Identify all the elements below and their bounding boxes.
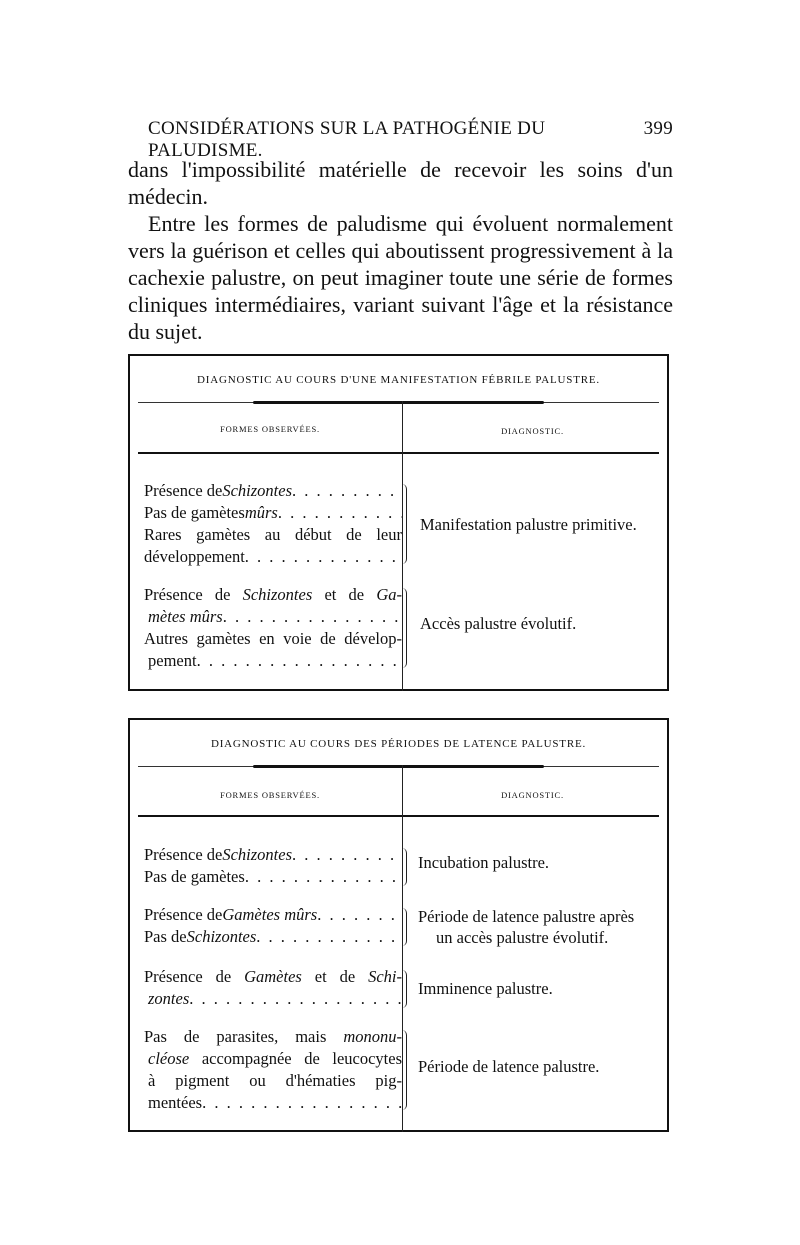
running-title: CONSIDÉRATIONS SUR LA PATHOGÉNIE DU PALUDISME. xyxy=(148,118,546,161)
text: Rares gamètes au début de leur xyxy=(144,525,402,544)
text-italic: mûrs xyxy=(244,503,278,522)
paragraph-1: dans l'impossibilité matérielle de recevoir les soins d'un médecin. xyxy=(128,157,673,209)
leader-dots xyxy=(245,866,402,888)
text: Période de latence palustre après xyxy=(418,907,635,926)
diagnosis-1: Manifestation palustre primitive. xyxy=(420,515,637,534)
text: mentées xyxy=(148,1093,203,1112)
diagnosis-1: Incubation palustre. xyxy=(418,853,550,872)
text: Pas de xyxy=(144,927,187,946)
form-group-2 xyxy=(144,584,402,672)
diagnosis-4: Période de latence palustre. xyxy=(418,1057,600,1076)
text-italic: mètes mûrs xyxy=(148,607,223,626)
text: Présence de xyxy=(144,845,223,864)
form-group-4 xyxy=(144,1026,402,1114)
leader-dots xyxy=(245,546,402,568)
text-italic: Gamètes mûrs xyxy=(222,905,318,924)
text-italic: Schizontes xyxy=(186,927,257,946)
column-header-forms: FORMES OBSERVÉES. xyxy=(220,790,320,800)
text: un accès palustre évolutif. xyxy=(436,928,609,947)
diagnosis-2: Accès palustre évolutif. xyxy=(420,614,577,633)
header-rule xyxy=(138,815,659,817)
leader-dots xyxy=(278,502,402,524)
text: Pas de parasites, mais xyxy=(144,1027,344,1046)
text-italic: Schizontes xyxy=(222,481,293,500)
text-italic: Ga- xyxy=(376,585,402,604)
form-group-2 xyxy=(144,904,402,948)
text: Autres gamètes en voie de dévelop- xyxy=(144,629,402,648)
brace xyxy=(402,484,407,564)
column-header-diagnosis: DIAGNOSTIC. xyxy=(501,426,564,436)
column-header-forms: FORMES OBSERVÉES. xyxy=(220,424,320,434)
text: Présence de xyxy=(144,481,223,500)
leader-dots xyxy=(292,480,402,502)
text: Présence de xyxy=(144,585,243,604)
text-italic: Gamètes xyxy=(244,967,302,986)
text-italic: Schi- xyxy=(368,967,402,986)
form-group-1 xyxy=(144,844,402,888)
ornament-rule xyxy=(138,765,659,768)
ornament-rule xyxy=(138,401,659,404)
text: pement xyxy=(148,651,197,670)
header-rule xyxy=(138,452,659,454)
text: et de xyxy=(312,585,377,604)
leader-dots xyxy=(256,926,402,948)
text: accompagnée de leucocytes xyxy=(189,1049,402,1068)
text: Présence de xyxy=(144,905,223,924)
brace xyxy=(402,848,407,886)
text: Pas de gamètes xyxy=(144,867,245,886)
table-title: DIAGNOSTIC AU COURS D'UNE MANIFESTATION FÉBRILE PALUSTRE. xyxy=(197,374,600,386)
form-group-3 xyxy=(144,966,402,1010)
text: à pigment ou d'hématies pig- xyxy=(148,1071,402,1090)
text-italic: mononu- xyxy=(343,1027,402,1046)
form-group-1 xyxy=(144,480,402,568)
leader-dots xyxy=(317,904,402,926)
text-italic: Schizontes xyxy=(242,585,313,604)
text-italic: zontes xyxy=(148,989,190,1008)
table-latency-diagnosis xyxy=(128,718,669,1132)
text: Pas de gamètes xyxy=(144,503,245,522)
leader-dots xyxy=(292,844,402,866)
brace xyxy=(402,908,407,946)
diagnosis-3: Imminence palustre. xyxy=(418,979,553,998)
table-title: DIAGNOSTIC AU COURS DES PÉRIODES DE LATENCE PALUSTRE. xyxy=(210,738,587,750)
column-header-diagnosis: DIAGNOSTIC. xyxy=(501,790,564,800)
page-number: 399 xyxy=(643,118,673,139)
text-italic: cléose xyxy=(148,1049,190,1068)
leader-dots xyxy=(202,1092,402,1114)
text: Présence de xyxy=(144,967,245,986)
table-febrile-diagnosis xyxy=(128,354,669,691)
leader-dots xyxy=(223,606,402,628)
brace xyxy=(402,1030,407,1110)
diagnosis-2 xyxy=(418,906,634,948)
paragraph-2: Entre les formes de paludisme qui évoluent normalement vers la guérison et celles qui aboutissent progressivement à la cachexie palustre, on peut imaginer toute une série de formes cliniques intermédiaires, variant suivant l'âge et la résistance du sujet. xyxy=(128,211,673,344)
text-italic: Schizontes xyxy=(222,845,293,864)
text: développement xyxy=(144,547,245,566)
text: et de xyxy=(301,967,369,986)
brace xyxy=(402,970,407,1008)
brace xyxy=(402,588,407,668)
leader-dots xyxy=(189,988,402,1010)
leader-dots xyxy=(197,650,402,672)
